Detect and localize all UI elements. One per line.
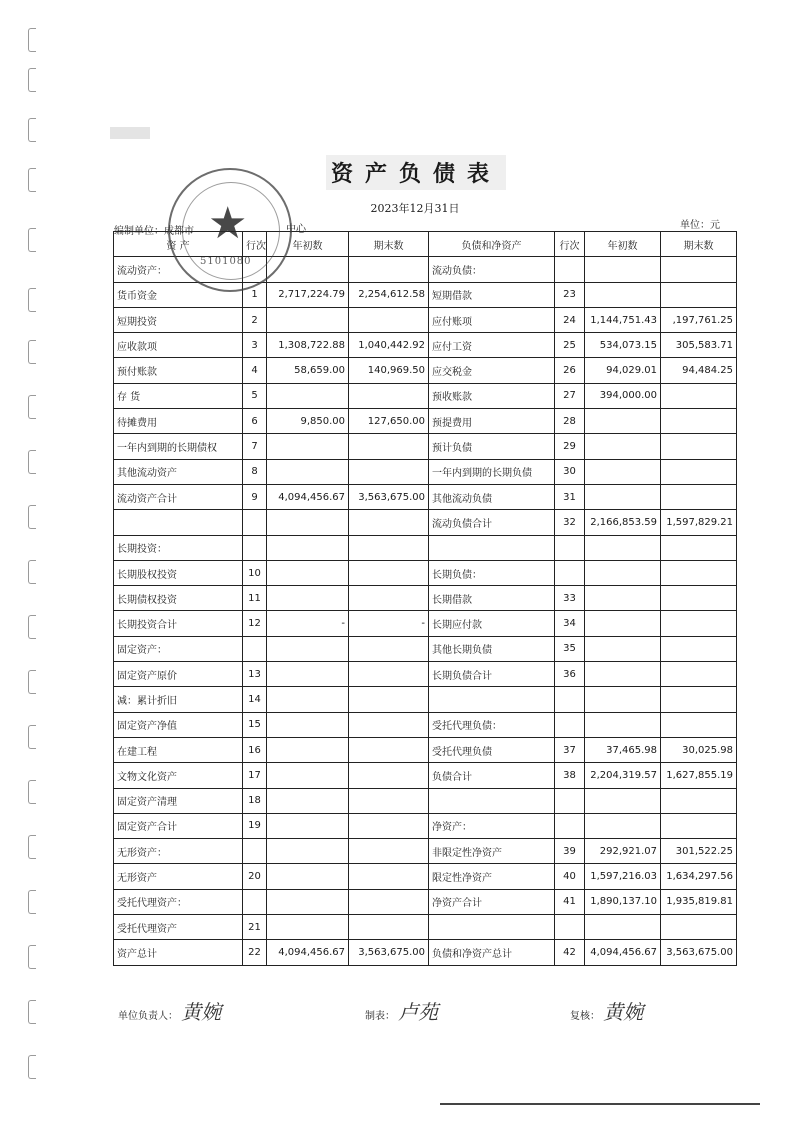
reviewer-sign: 黄婉 (603, 1000, 644, 1024)
asset-line-no: 3 (243, 333, 267, 358)
asset-line-no (243, 839, 267, 864)
liability-item: 流动负债合计 (429, 510, 555, 535)
asset-item: 短期投资 (114, 307, 243, 332)
asset-item: 无形资产： (114, 839, 243, 864)
liability-end-value (661, 459, 737, 484)
asset-begin-value (267, 560, 349, 585)
asset-item: 流动资产： (114, 257, 243, 282)
asset-line-no: 8 (243, 459, 267, 484)
liability-end-value (661, 915, 737, 940)
asset-item: 文物文化资产 (114, 763, 243, 788)
liability-begin-value (585, 611, 661, 636)
liability-end-value: 94,484.25 (661, 358, 737, 383)
liability-item: 预收账款 (429, 383, 555, 408)
liability-end-value: 1,627,855.19 (661, 763, 737, 788)
asset-end-value (349, 687, 429, 712)
asset-end-value (349, 737, 429, 762)
liability-item: 其他长期负债 (429, 636, 555, 661)
asset-end-value (349, 307, 429, 332)
scan-smudge (110, 127, 150, 139)
liability-begin-value: 94,029.01 (585, 358, 661, 383)
liability-line-no: 40 (555, 864, 585, 889)
liability-item (429, 687, 555, 712)
table-row (114, 662, 737, 687)
table-row (114, 737, 737, 762)
liability-end-value: 305,583.71 (661, 333, 737, 358)
liability-item: 长期负债合计 (429, 662, 555, 687)
liability-line-no: 39 (555, 839, 585, 864)
asset-end-value: 1,040,442.92 (349, 333, 429, 358)
table-row (114, 712, 737, 737)
asset-begin-value: 4,094,456.67 (267, 940, 349, 965)
liability-item: 预提费用 (429, 409, 555, 434)
liability-begin-value (585, 712, 661, 737)
reviewer-label: 复核： (570, 1011, 600, 1022)
asset-begin-value: - (267, 611, 349, 636)
liability-end-value: 1,634,297.56 (661, 864, 737, 889)
official-seal (168, 168, 292, 292)
asset-end-value (349, 864, 429, 889)
asset-begin-value: 4,094,456.67 (267, 484, 349, 509)
asset-line-no: 2 (243, 307, 267, 332)
asset-begin-value (267, 662, 349, 687)
asset-end-value (349, 434, 429, 459)
asset-item: 一年内到期的长期债权 (114, 434, 243, 459)
asset-item: 待摊费用 (114, 409, 243, 434)
table-row (114, 333, 737, 358)
liability-line-no: 37 (555, 737, 585, 762)
reviewer-signature (570, 996, 643, 1025)
asset-begin-value (267, 307, 349, 332)
asset-line-no: 15 (243, 712, 267, 737)
asset-end-value (349, 560, 429, 585)
asset-end-value (349, 763, 429, 788)
asset-line-no: 1 (243, 282, 267, 307)
liability-end-value (661, 282, 737, 307)
liability-item: 预计负债 (429, 434, 555, 459)
table-row (114, 535, 737, 560)
liability-line-no: 31 (555, 484, 585, 509)
asset-item: 长期投资： (114, 535, 243, 560)
liability-item: 负债合计 (429, 763, 555, 788)
header-line-no-2: 行次 (555, 232, 585, 257)
asset-begin-value: 9,850.00 (267, 409, 349, 434)
liability-end-value (661, 409, 737, 434)
liability-line-no (555, 560, 585, 585)
liability-line-no: 28 (555, 409, 585, 434)
table-row (114, 839, 737, 864)
liability-line-no: 23 (555, 282, 585, 307)
liability-line-no: 38 (555, 763, 585, 788)
liability-begin-value (585, 484, 661, 509)
asset-line-no: 21 (243, 915, 267, 940)
liability-begin-value (585, 687, 661, 712)
asset-item: 应收款项 (114, 333, 243, 358)
asset-item: 长期股权投资 (114, 560, 243, 585)
table-row (114, 409, 737, 434)
liability-begin-value: 534,073.15 (585, 333, 661, 358)
seal-star-icon: ★ (208, 198, 248, 249)
table-row (114, 763, 737, 788)
report-date: 2023年12月31日 (370, 202, 460, 215)
header-assets: 资 产 (114, 232, 243, 257)
maker-signature (365, 996, 438, 1025)
asset-end-value (349, 712, 429, 737)
asset-item: 预付账款 (114, 358, 243, 383)
liability-begin-value (585, 257, 661, 282)
asset-end-value (349, 586, 429, 611)
asset-begin-value (267, 535, 349, 560)
asset-line-no: 14 (243, 687, 267, 712)
liability-line-no: 30 (555, 459, 585, 484)
header-begin: 年初数 (267, 232, 349, 257)
table-row (114, 484, 737, 509)
asset-end-value (349, 535, 429, 560)
liability-line-no: 32 (555, 510, 585, 535)
liability-begin-value: 2,166,853.59 (585, 510, 661, 535)
asset-line-no (243, 636, 267, 661)
asset-line-no: 12 (243, 611, 267, 636)
liability-item: 流动负债： (429, 257, 555, 282)
liability-begin-value (585, 915, 661, 940)
document-title: 资产负债表 (326, 155, 506, 190)
asset-begin-value: 1,308,722.88 (267, 333, 349, 358)
table-row (114, 383, 737, 408)
maker-sign: 卢苑 (398, 1000, 439, 1024)
liability-item: 净资产合计 (429, 889, 555, 914)
seal-serial: 5101080 (200, 256, 252, 267)
liability-line-no: 24 (555, 307, 585, 332)
asset-item: 无形资产 (114, 864, 243, 889)
table-row (114, 586, 737, 611)
table-row (114, 358, 737, 383)
asset-item: 资产总计 (114, 940, 243, 965)
liability-item (429, 915, 555, 940)
asset-end-value (349, 257, 429, 282)
liability-begin-value: 292,921.07 (585, 839, 661, 864)
liability-begin-value (585, 813, 661, 838)
maker-label: 制表： (365, 1011, 395, 1022)
liability-begin-value (585, 586, 661, 611)
asset-begin-value (267, 712, 349, 737)
table-row (114, 813, 737, 838)
liability-item: 其他流动负债 (429, 484, 555, 509)
liability-line-no: 42 (555, 940, 585, 965)
liability-begin-value (585, 636, 661, 661)
asset-begin-value (267, 839, 349, 864)
asset-begin-value (267, 788, 349, 813)
head-label: 单位负责人： (118, 1011, 178, 1022)
page-edge-line (440, 1103, 760, 1105)
liability-begin-value: 2,204,319.57 (585, 763, 661, 788)
asset-end-value (349, 383, 429, 408)
liability-item: 长期应付款 (429, 611, 555, 636)
liability-line-no (555, 788, 585, 813)
asset-line-no: 6 (243, 409, 267, 434)
asset-line-no: 7 (243, 434, 267, 459)
liability-item: 受托代理负债 (429, 737, 555, 762)
liability-line-no: 29 (555, 434, 585, 459)
asset-begin-value (267, 737, 349, 762)
liability-end-value (661, 636, 737, 661)
asset-line-no: 18 (243, 788, 267, 813)
liability-end-value: 1,597,829.21 (661, 510, 737, 535)
liability-end-value: 1,935,819.81 (661, 889, 737, 914)
asset-line-no: 19 (243, 813, 267, 838)
asset-end-value: 2,254,612.58 (349, 282, 429, 307)
liability-line-no: 35 (555, 636, 585, 661)
header-liabilities: 负债和净资产 (429, 232, 555, 257)
asset-line-no (243, 535, 267, 560)
asset-item: 长期债权投资 (114, 586, 243, 611)
head-signature (118, 996, 221, 1025)
liability-end-value (661, 712, 737, 737)
asset-item: 固定资产原价 (114, 662, 243, 687)
liability-item: 应付工资 (429, 333, 555, 358)
liability-item: 一年内到期的长期负债 (429, 459, 555, 484)
asset-end-value (349, 813, 429, 838)
asset-end-value (349, 662, 429, 687)
liability-item: 长期借款 (429, 586, 555, 611)
asset-end-value (349, 889, 429, 914)
table-row (114, 788, 737, 813)
liability-begin-value: 1,890,137.10 (585, 889, 661, 914)
liability-begin-value (585, 434, 661, 459)
asset-end-value: 3,563,675.00 (349, 484, 429, 509)
asset-item: 流动资产合计 (114, 484, 243, 509)
liability-end-value (661, 586, 737, 611)
asset-line-no: 13 (243, 662, 267, 687)
liability-item: 应交税金 (429, 358, 555, 383)
asset-begin-value (267, 434, 349, 459)
liability-begin-value (585, 535, 661, 560)
asset-item: 受托代理资产： (114, 889, 243, 914)
asset-end-value (349, 510, 429, 535)
liability-item: 受托代理负债： (429, 712, 555, 737)
asset-begin-value: 58,659.00 (267, 358, 349, 383)
table-row (114, 687, 737, 712)
header-end-2: 期末数 (661, 232, 737, 257)
asset-item: 固定资产： (114, 636, 243, 661)
liability-end-value (661, 662, 737, 687)
asset-begin-value: 2,717,224.79 (267, 282, 349, 307)
liability-line-no (555, 257, 585, 282)
liability-line-no: 27 (555, 383, 585, 408)
liability-end-value (661, 687, 737, 712)
asset-begin-value (267, 459, 349, 484)
liability-end-value (661, 788, 737, 813)
liability-line-no: 25 (555, 333, 585, 358)
asset-line-no: 11 (243, 586, 267, 611)
asset-end-value: 3,563,675.00 (349, 940, 429, 965)
asset-end-value: 140,969.50 (349, 358, 429, 383)
liability-end-value (661, 535, 737, 560)
liability-item: 净资产： (429, 813, 555, 838)
liability-end-value: 30,025.98 (661, 737, 737, 762)
table-row (114, 510, 737, 535)
table-row (114, 307, 737, 332)
balance-sheet-table (113, 231, 737, 966)
liability-item: 短期借款 (429, 282, 555, 307)
liability-begin-value (585, 788, 661, 813)
asset-line-no: 17 (243, 763, 267, 788)
liability-end-value (661, 611, 737, 636)
org-label: 编制单位：成都市 (114, 226, 194, 237)
unit-label: 单位：元 (680, 220, 720, 231)
asset-end-value (349, 788, 429, 813)
asset-begin-value (267, 687, 349, 712)
head-sign: 黄婉 (181, 1000, 222, 1024)
table-row (114, 940, 737, 965)
liability-item: 负债和净资产总计 (429, 940, 555, 965)
table-row (114, 889, 737, 914)
table-row (114, 611, 737, 636)
liability-begin-value: 1,144,751.43 (585, 307, 661, 332)
liability-end-value: 301,522.25 (661, 839, 737, 864)
liability-line-no: 26 (555, 358, 585, 383)
liability-item (429, 535, 555, 560)
asset-item: 固定资产清理 (114, 788, 243, 813)
asset-begin-value (267, 864, 349, 889)
asset-item: 货币资金 (114, 282, 243, 307)
liability-line-no: 34 (555, 611, 585, 636)
table-row (114, 434, 737, 459)
asset-line-no: 16 (243, 737, 267, 762)
table-body (114, 232, 737, 966)
asset-end-value (349, 839, 429, 864)
liability-line-no: 36 (555, 662, 585, 687)
liability-end-value (661, 813, 737, 838)
asset-line-no: 22 (243, 940, 267, 965)
liability-line-no: 33 (555, 586, 585, 611)
asset-end-value (349, 459, 429, 484)
liability-begin-value: 37,465.98 (585, 737, 661, 762)
asset-item: 受托代理资产 (114, 915, 243, 940)
liability-line-no: 41 (555, 889, 585, 914)
asset-line-no: 20 (243, 864, 267, 889)
liability-item: 长期负债： (429, 560, 555, 585)
liability-end-value (661, 257, 737, 282)
asset-begin-value (267, 383, 349, 408)
asset-line-no: 9 (243, 484, 267, 509)
header-end: 期末数 (349, 232, 429, 257)
asset-item: 固定资产合计 (114, 813, 243, 838)
liability-end-value (661, 434, 737, 459)
asset-begin-value (267, 763, 349, 788)
liability-item: 应付账项 (429, 307, 555, 332)
asset-line-no: 10 (243, 560, 267, 585)
liability-line-no (555, 687, 585, 712)
asset-begin-value (267, 510, 349, 535)
asset-end-value: 127,650.00 (349, 409, 429, 434)
liability-end-value (661, 484, 737, 509)
liability-end-value (661, 383, 737, 408)
liability-line-no (555, 813, 585, 838)
liability-item: 非限定性净资产 (429, 839, 555, 864)
table-row (114, 459, 737, 484)
liability-begin-value (585, 282, 661, 307)
liability-begin-value: 1,597,216.03 (585, 864, 661, 889)
liability-end-value (661, 560, 737, 585)
org-suffix: 中心 (286, 224, 306, 235)
liability-begin-value: 4,094,456.67 (585, 940, 661, 965)
asset-begin-value (267, 586, 349, 611)
table-row (114, 915, 737, 940)
liability-line-no (555, 915, 585, 940)
asset-line-no: 5 (243, 383, 267, 408)
asset-begin-value (267, 889, 349, 914)
asset-item: 其他流动资产 (114, 459, 243, 484)
asset-line-no (243, 510, 267, 535)
liability-end-value: ,197,761.25 (661, 307, 737, 332)
liability-line-no (555, 535, 585, 560)
liability-end-value: 3,563,675.00 (661, 940, 737, 965)
liability-item (429, 788, 555, 813)
asset-item: 长期投资合计 (114, 611, 243, 636)
liability-begin-value: 394,000.00 (585, 383, 661, 408)
asset-end-value: - (349, 611, 429, 636)
table-row (114, 864, 737, 889)
liability-line-no (555, 712, 585, 737)
asset-begin-value (267, 915, 349, 940)
asset-begin-value (267, 813, 349, 838)
liability-begin-value (585, 459, 661, 484)
asset-item (114, 510, 243, 535)
binding-holes (24, 0, 40, 1123)
asset-item: 在建工程 (114, 737, 243, 762)
liability-begin-value (585, 560, 661, 585)
asset-end-value (349, 915, 429, 940)
asset-item: 存 货 (114, 383, 243, 408)
header-begin-2: 年初数 (585, 232, 661, 257)
asset-end-value (349, 636, 429, 661)
table-row (114, 560, 737, 585)
table-row (114, 636, 737, 661)
asset-line-no (243, 889, 267, 914)
asset-line-no: 4 (243, 358, 267, 383)
header-line-no: 行次 (243, 232, 267, 257)
liability-begin-value (585, 662, 661, 687)
asset-begin-value (267, 636, 349, 661)
liability-begin-value (585, 409, 661, 434)
asset-item: 减：累计折旧 (114, 687, 243, 712)
asset-item: 固定资产净值 (114, 712, 243, 737)
liability-item: 限定性净资产 (429, 864, 555, 889)
